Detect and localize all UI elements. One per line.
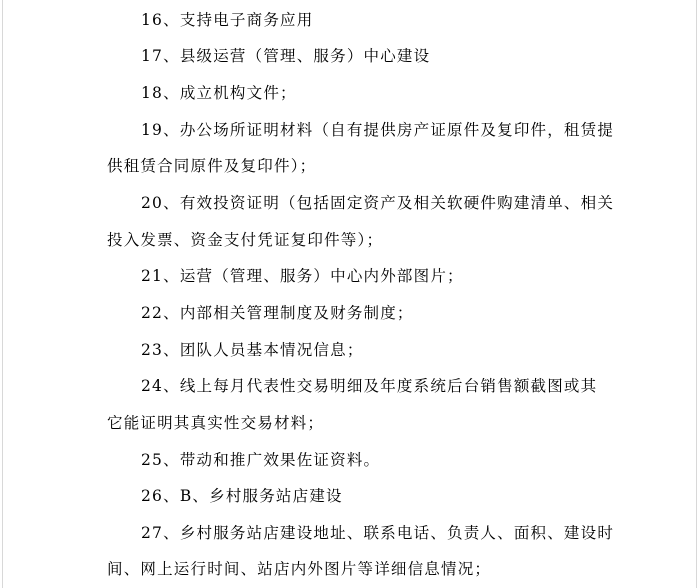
page-left-border (2, 0, 3, 588)
item-25-text: 25、带动和推广效果佐证资料。 (141, 451, 381, 469)
item-24-text-continued: 它能证明其真实性交易材料； (107, 414, 325, 432)
item-27-text: 27、乡村服务站店建设地址、联系电话、负责人、面积、建设时 (141, 524, 615, 542)
item-19-text: 19、办公场所证明材料（自有提供房产证原件及复印件，租赁提 (141, 121, 615, 139)
item-24-text: 24、线上每月代表性交易明细及年度系统后台销售额截图或其 (141, 377, 598, 395)
item-21-text: 21、运营（管理、服务）中心内外部图片； (141, 267, 464, 285)
item-22-text: 22、内部相关管理制度及财务制度； (141, 304, 414, 322)
item-26-text: 26、B、乡村服务站店建设 (141, 487, 343, 505)
item-18-text: 18、成立机构文件； (141, 84, 297, 102)
item-20-text: 20、有效投资证明（包括固定资产及相关软硬件购建清单、相关 (141, 194, 615, 212)
item-23-text: 23、团队人员基本情况信息； (141, 341, 364, 359)
item-20-text-continued: 投入发票、资金支付凭证复印件等）； (107, 231, 384, 249)
item-16-text: 16、支持电子商务应用 (141, 11, 314, 29)
item-27-text-continued: 间、网上运行时间、站店内外图片等详细信息情况； (107, 560, 492, 578)
item-17-text: 17、县级运营（管理、服务）中心建设 (141, 47, 431, 65)
item-19-text-continued: 供租赁合同原件及复印件）； (107, 157, 317, 175)
page-right-border (696, 0, 697, 588)
